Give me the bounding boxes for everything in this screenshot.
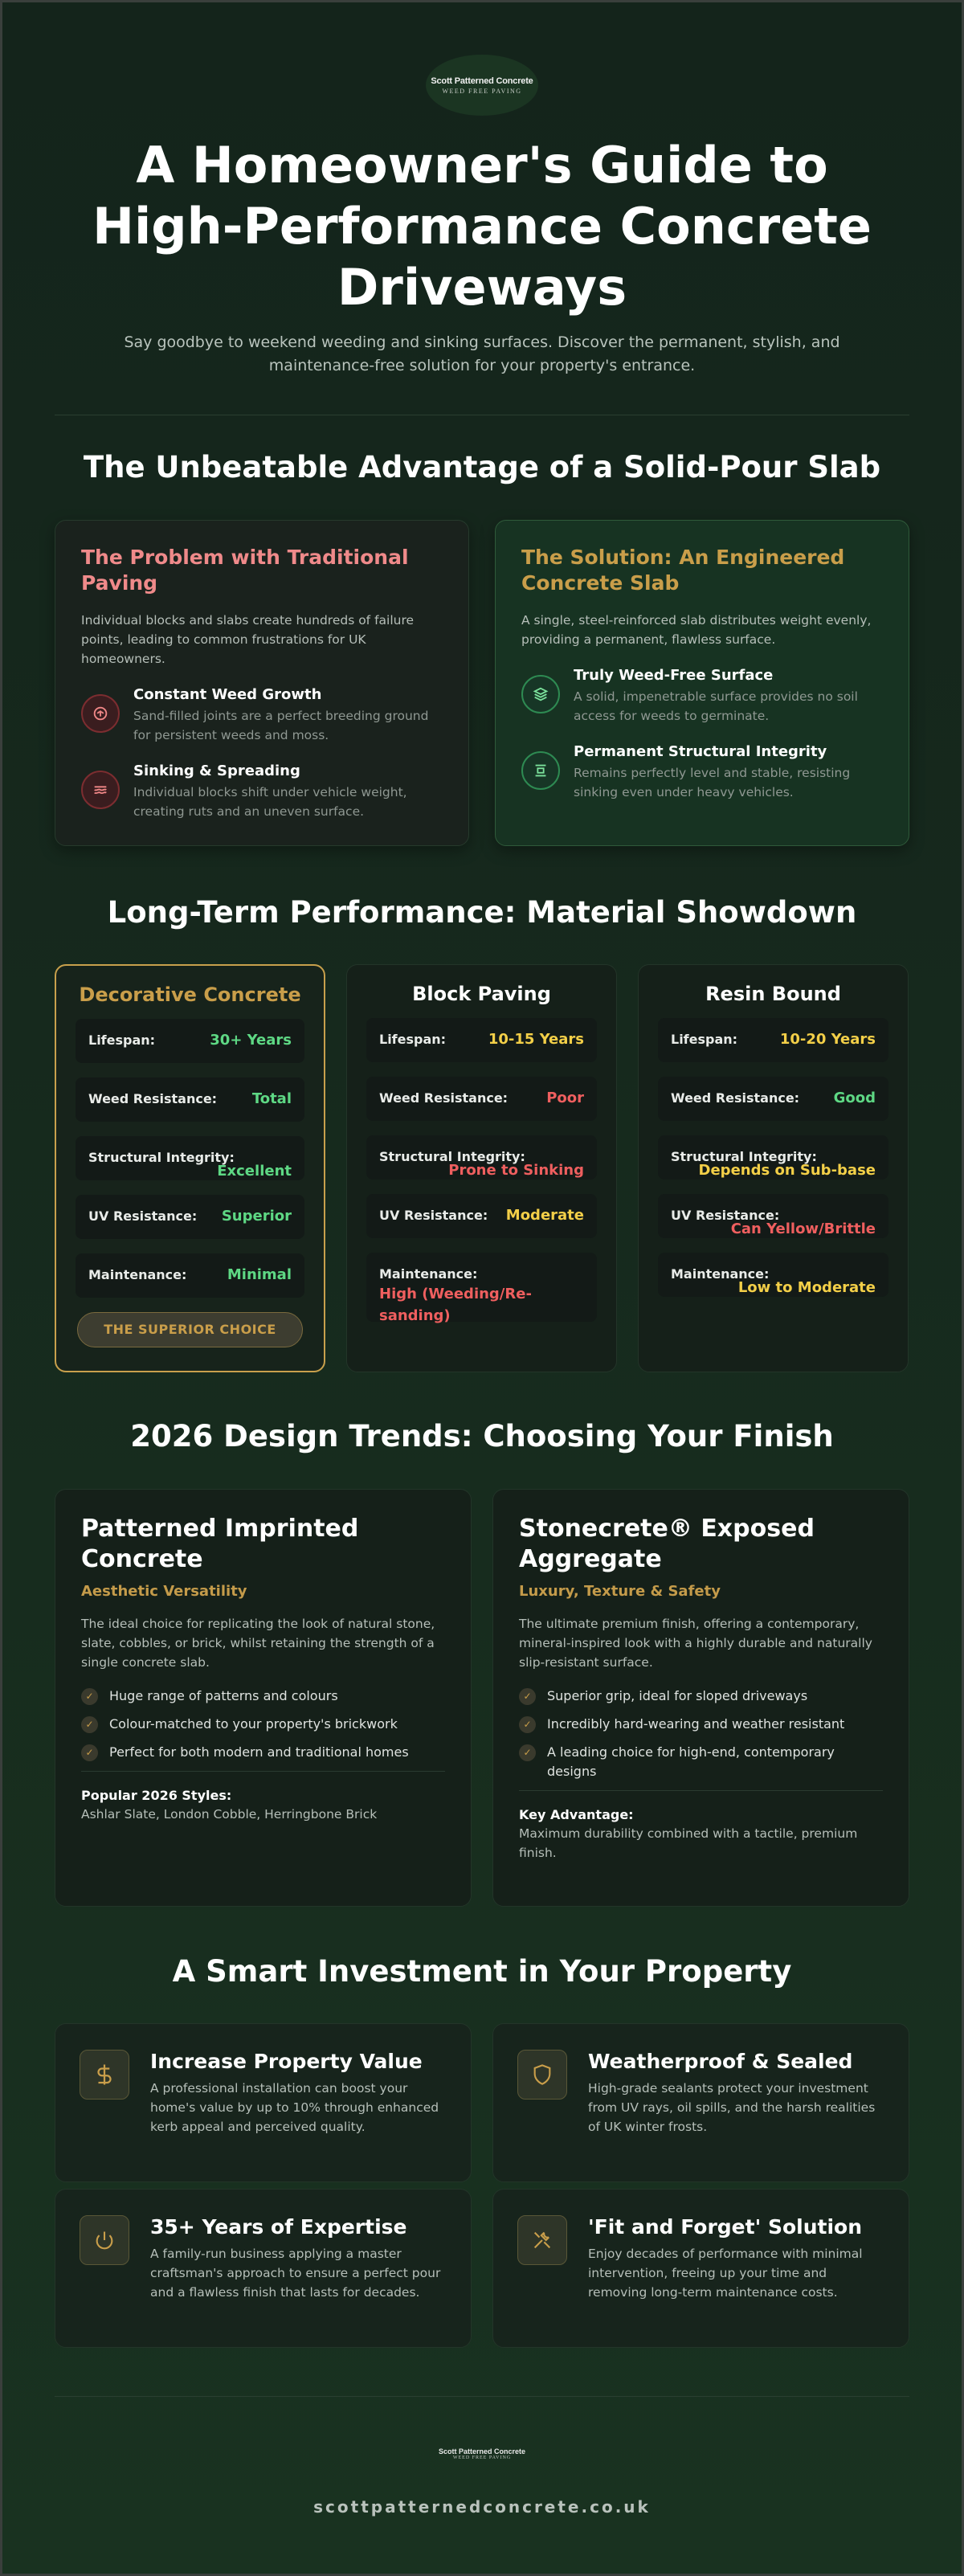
check-icon: ✓ [519,1716,536,1733]
lifespan-value: 10-15 Years [488,1031,584,1048]
weed-icon [81,694,120,733]
finish-title: Patterned Imprinted Concrete [81,1515,359,1573]
check-icon: ✓ [519,1688,536,1705]
weed-value: Good [833,1090,876,1106]
advantage-heading: The Unbeatable Advantage of a Solid-Pour Slab [83,450,881,485]
check-icon: ✓ [81,1688,98,1705]
solution-item [521,743,883,802]
footer-logo[interactable] [434,2447,530,2460]
solution-item-text: A solid, impenetrable surface provides no soil access for weeds to germinate. [574,689,858,723]
problem-item-text: Sand-filled joints are a perfect breeding ground for persistent weeds and moss. [133,709,429,742]
investment-title: Increase Property Value [150,2050,423,2073]
maintenance-value: Low to Moderate [737,1279,876,1296]
finish-key-value: Maximum durability combined with a tactile, premium finish. [519,1826,858,1860]
weed-row [76,1077,304,1122]
solution-item-text: Remains perfectly level and stable, resisting sinking even under heavy vehicles. [574,766,851,799]
brand-name: Scott Patterned Concrete [431,76,533,86]
weed-value: Poor [546,1090,584,1106]
page-title: A Homeowner's Guide to High-Performance Concrete Driveways [92,136,872,317]
uv-row [658,1194,888,1238]
lifespan-label: Lifespan: [379,1032,447,1047]
lifespan-row [366,1018,597,1062]
shield-icon [517,2050,567,2100]
uv-label: UV Resistance: [379,1208,488,1223]
finish-card-stonecrete [492,1489,909,1907]
finish-description: The ideal choice for replicating the look of natural stone, slate, cobbles, or brick, whilst retaining the strength of a single concrete slab. [81,1617,435,1670]
dollar-icon [80,2050,129,2100]
structural-value: Depends on Sub-base [698,1162,876,1179]
finish-card-patterned [55,1489,472,1907]
problem-card [55,520,469,846]
investment-text: A family-run business applying a master craftsman's approach to ensure a perfect pour and a flawless finish that lasts for decades. [150,2247,441,2300]
lifespan-row [76,1019,304,1063]
structural-label: Structural Integrity: [379,1149,525,1164]
uv-value: Can Yellow/Brittle [730,1221,876,1237]
list-item-text: A leading choice for high-end, contemporary designs [547,1744,835,1779]
list-item-text: Superior grip, ideal for sloped driveways [547,1688,808,1703]
material-card-block-paving [346,964,617,1372]
solution-item-title: Permanent Structural Integrity [574,743,827,760]
structural-label: Structural Integrity: [671,1149,817,1164]
list-item-text: Huge range of patterns and colours [109,1688,338,1703]
material-card-decorative-concrete [55,964,325,1372]
problem-item [81,686,443,745]
problem-description: Individual blocks and slabs create hundreds of failure points, leading to common frustrations for UK homeowners. [81,613,415,666]
website-link[interactable]: scottpatternedconcrete.co.uk [313,2497,651,2517]
weed-value: Total [251,1090,292,1107]
investment-text: High-grade sealants protect your investment from UV rays, oil spills, and the harsh realities of UK winter frosts. [588,2081,876,2134]
solution-card [495,520,909,846]
trends-heading: 2026 Design Trends: Choosing Your Finish [130,1419,834,1454]
solution-item-title: Truly Weed-Free Surface [574,667,774,684]
uv-row [366,1194,597,1238]
finish-key-label: Key Advantage: [519,1807,634,1822]
structural-value: Excellent [217,1163,292,1180]
uv-value: Moderate [505,1207,584,1224]
structural-label: Structural Integrity: [88,1150,235,1165]
problem-item [81,763,443,821]
footer-brand-tagline: WEED FREE PAVING [452,2455,512,2460]
list-item [519,1687,883,1706]
maintenance-row [366,1253,597,1322]
maintenance-label: Maintenance: [88,1267,187,1282]
check-icon: ✓ [519,1744,536,1761]
finish-subtitle: Aesthetic Versatility [81,1583,247,1600]
finish-description: The ultimate premium finish, offering a contemporary, mineral-inspired look with a highly durable and naturally slip-resistant surface. [519,1617,872,1670]
solution-title: The Solution: An Engineered Concrete Slab [521,546,845,595]
uv-label: UV Resistance: [88,1208,198,1224]
superior-choice-badge: THE SUPERIOR CHOICE [77,1312,303,1347]
finish-key-value: Ashlar Slate, London Cobble, Herringbone Brick [81,1807,378,1822]
check-icon: ✓ [81,1716,98,1733]
sinking-waves-icon [81,771,120,809]
lifespan-row [658,1018,888,1062]
showdown-heading: Long-Term Performance: Material Showdown [107,895,857,930]
page-subtitle: Say goodbye to weekend weeding and sinking surfaces. Discover the permanent, stylish, and maintenance-free solution for your property's entrance. [124,333,840,374]
list-item [81,1687,445,1706]
footer-brand-name: Scott Patterned Concrete [438,2447,526,2455]
solution-description: A single, steel-reinforced slab distributes weight evenly, providing a permanent, flawless surface. [521,613,872,647]
brand-tagline: WEED FREE PAVING [442,87,522,95]
material-name: Block Paving [412,983,551,1005]
maintenance-label: Maintenance: [379,1266,478,1282]
finish-subtitle: Luxury, Texture & Safety [519,1583,721,1600]
weed-label: Weed Resistance: [379,1090,509,1106]
lifespan-label: Lifespan: [671,1032,738,1047]
maintenance-label: Maintenance: [671,1266,770,1282]
investment-card [55,2023,472,2182]
investment-title: 'Fit and Forget' Solution [588,2215,862,2239]
investment-card [492,2023,909,2182]
structural-row [366,1135,597,1180]
finish-bullets [519,1687,883,1781]
list-item [519,1743,883,1781]
weed-label: Weed Resistance: [88,1091,218,1106]
material-name: Decorative Concrete [79,983,301,1006]
lifespan-value: 30+ Years [210,1032,292,1049]
problem-item-title: Sinking & Spreading [133,763,300,779]
level-icon [521,751,560,790]
finish-bullets [81,1687,445,1762]
check-icon: ✓ [81,1744,98,1761]
uv-value: Superior [221,1208,292,1225]
brand-logo[interactable] [426,55,538,116]
maintenance-value: Minimal [227,1266,292,1283]
problem-item-title: Constant Weed Growth [133,686,322,703]
problem-item-text: Individual blocks shift under vehicle weight, creating ruts and an uneven surface. [133,785,407,819]
structural-row [658,1135,888,1180]
investment-title: Weatherproof & Sealed [588,2050,853,2073]
uv-row [76,1195,304,1239]
divider [81,1771,445,1772]
tools-icon [517,2215,567,2265]
investment-heading: A Smart Investment in Your Property [172,1954,792,1989]
list-item [519,1715,883,1734]
lifespan-label: Lifespan: [88,1032,156,1048]
finish-key-label: Popular 2026 Styles: [81,1788,232,1803]
list-item-text: Perfect for both modern and traditional homes [109,1744,409,1760]
investment-card [55,2189,472,2348]
structural-row [76,1136,304,1180]
weed-label: Weed Resistance: [671,1090,800,1106]
investment-title: 35+ Years of Expertise [150,2215,407,2239]
layers-icon [521,675,560,714]
power-icon [80,2215,129,2265]
divider [519,1790,883,1791]
lifespan-value: 10-20 Years [779,1031,876,1048]
finish-title: Stonecrete® Exposed Aggregate [519,1515,815,1573]
maintenance-row [76,1253,304,1298]
structural-value: Prone to Sinking [448,1162,584,1179]
list-item [81,1743,445,1762]
investment-text: Enjoy decades of performance with minimal intervention, freeing up your time and removing long-term maintenance costs. [588,2247,863,2300]
maintenance-row [658,1253,888,1297]
solution-item [521,667,883,726]
material-card-resin-bound [638,964,909,1372]
weed-row [366,1077,597,1121]
list-item-text: Colour-matched to your property's brickwork [109,1716,398,1732]
investment-card [492,2189,909,2348]
list-item-text: Incredibly hard-wearing and weather resistant [547,1716,845,1732]
footer-divider [55,2396,909,2397]
weed-row [658,1077,888,1121]
investment-text: A professional installation can boost your home's value by up to 10% through enhanced kerb appeal and perceived quality. [150,2081,439,2134]
uv-label: UV Resistance: [671,1208,780,1223]
list-item [81,1715,445,1734]
problem-title: The Problem with Traditional Paving [81,546,409,595]
material-name: Resin Bound [705,983,841,1005]
maintenance-value: High (Weeding/Re-sanding) [379,1286,532,1324]
